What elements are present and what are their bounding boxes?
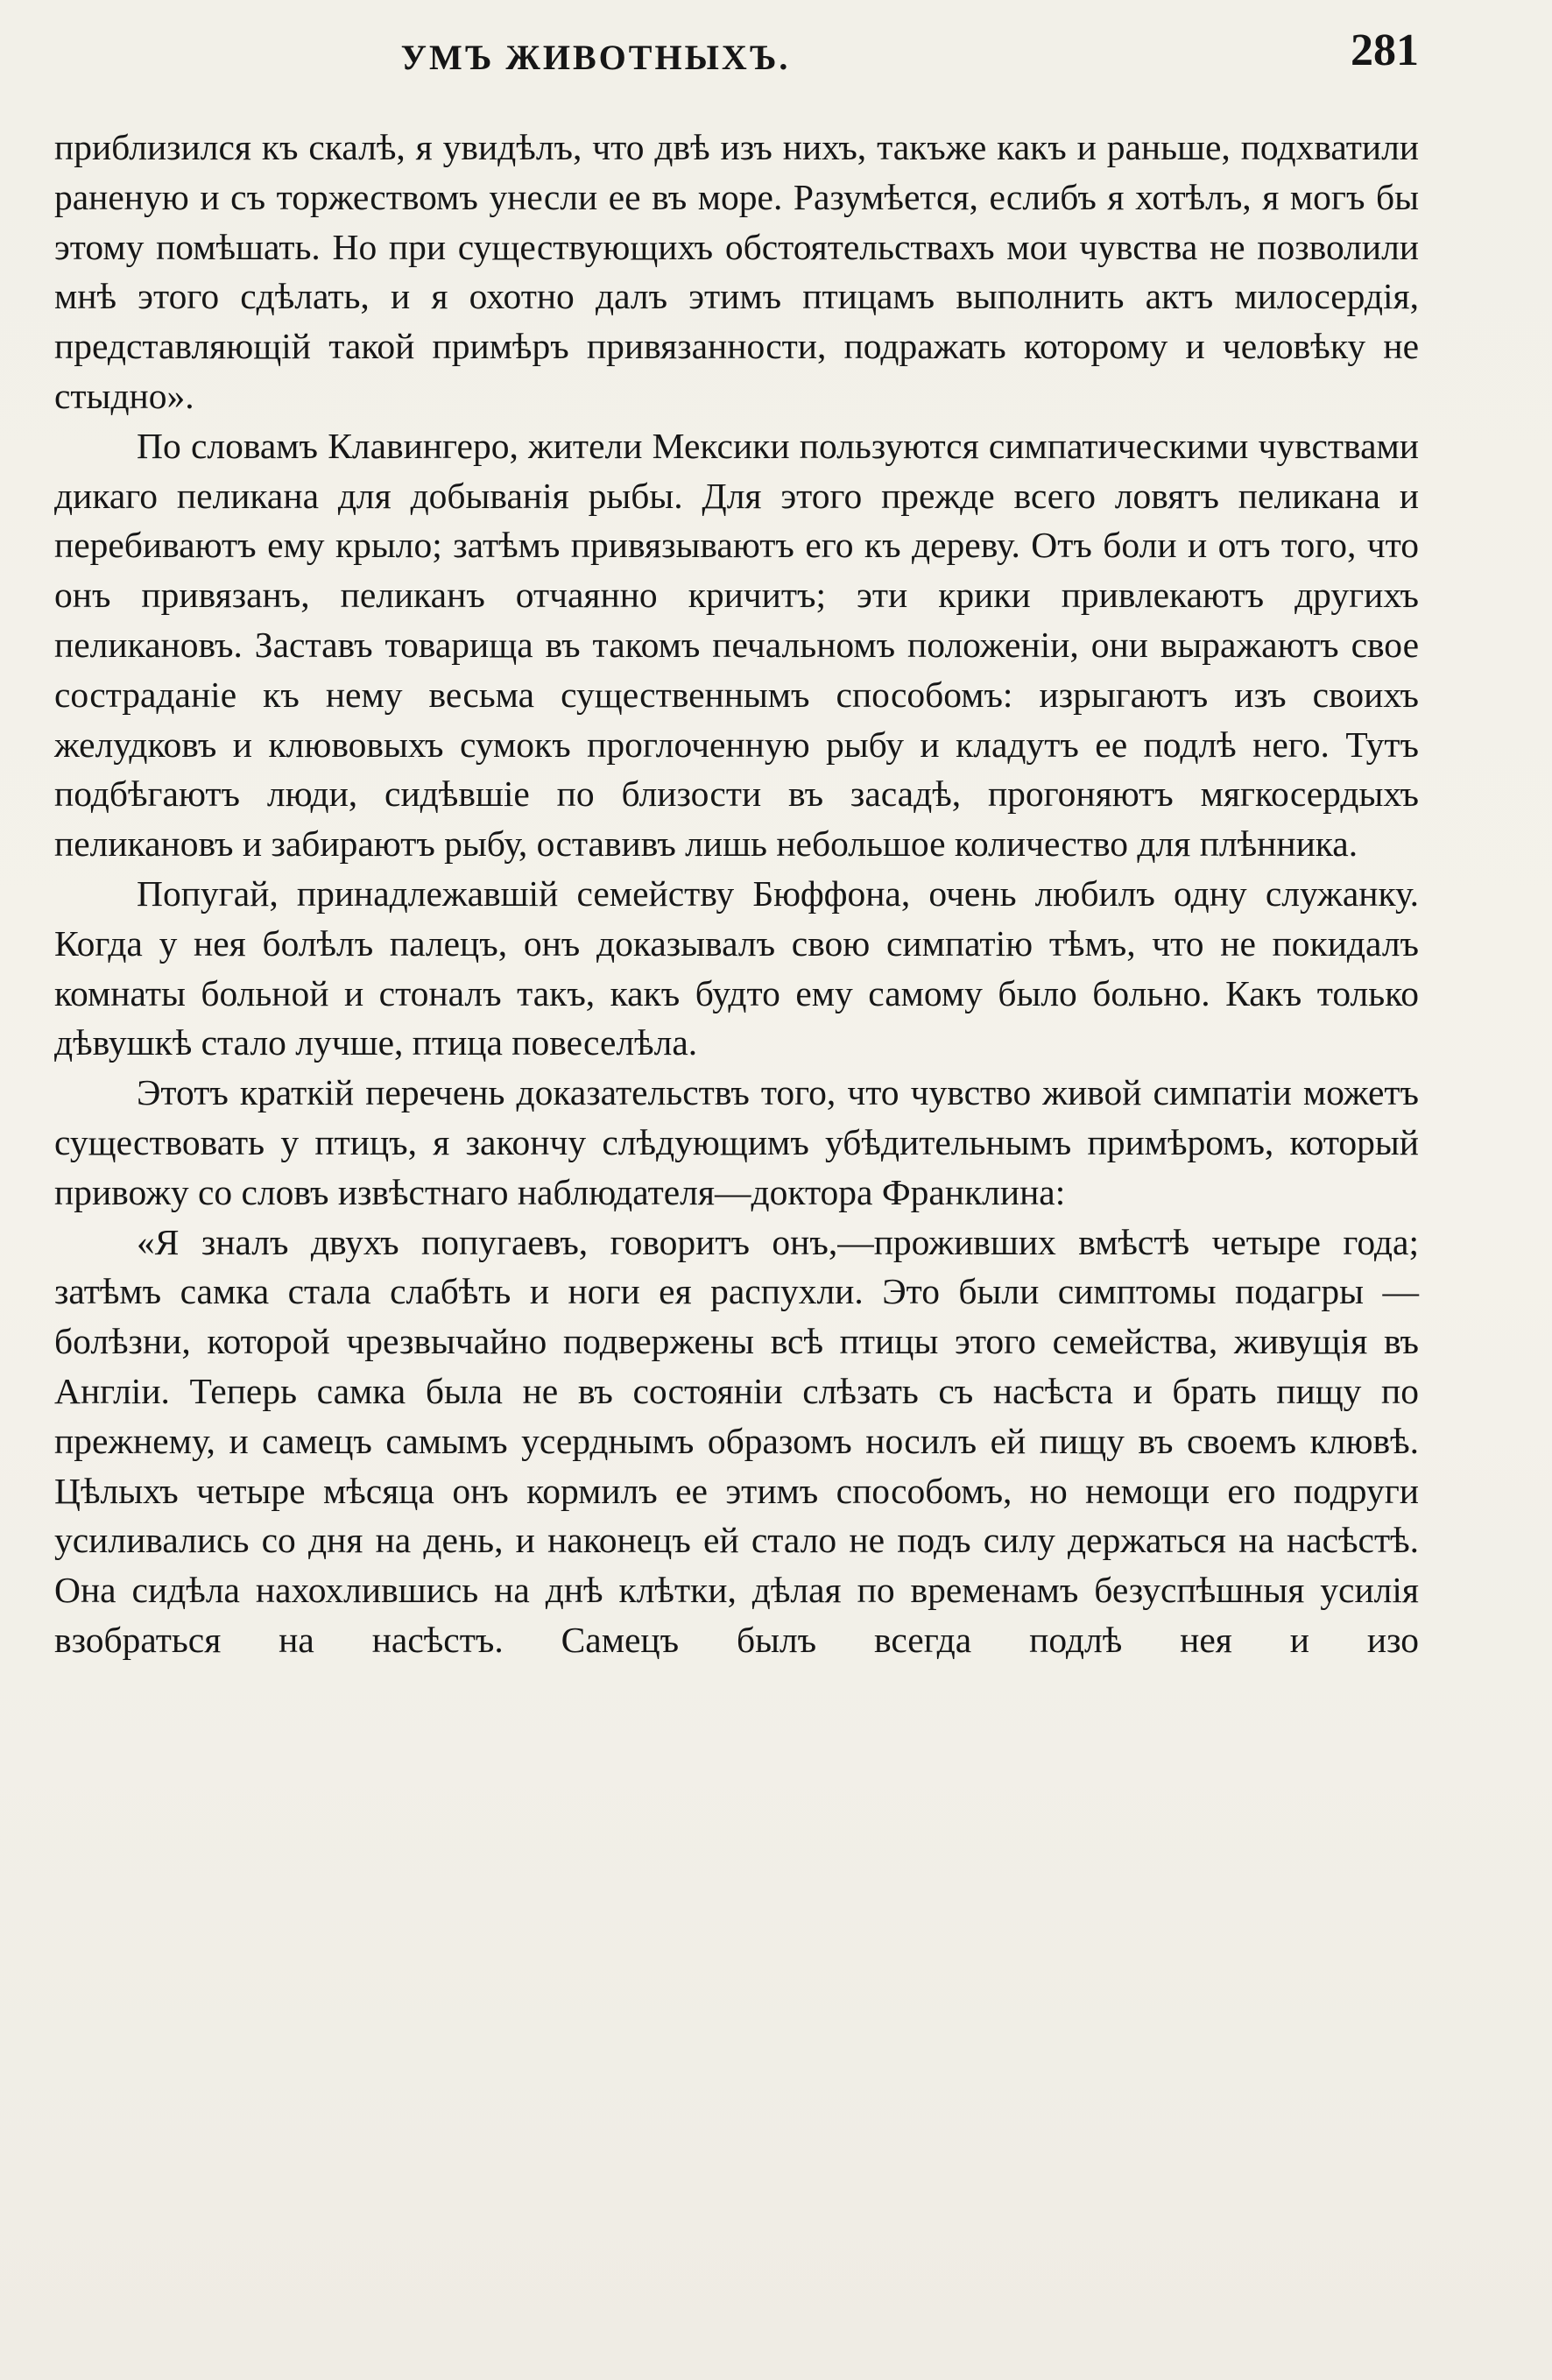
page-header [53,25,1419,86]
running-head: УМЪ ЖИВОТНЫХЪ. [400,38,791,77]
paragraph: Попугай, принадлежавшій семейству Бюффона, очень любилъ одну служанку. Когда у нея болѣлъ палецъ, онъ доказывалъ свою симпатію тѣмъ, что не покидалъ комнаты больной и стоналъ такъ, какъ будто ему самому было больно. Какъ только дѣвушкѣ стало лучше, птица повеселѣла. [54,872,1419,1063]
page-number: 281 [1351,25,1419,75]
paragraph: Этотъ краткій перечень доказательствъ того, что чувство живой симпатіи можетъ существовать у птицъ, я закончу слѣдующимъ убѣдительнымъ примѣромъ, который привожу со словъ извѣстнаго наблюдателя—доктора Франклина: [54,1072,1419,1212]
paragraph: приблизился къ скалѣ, я увидѣлъ, что двѣ изъ нихъ, такъже какъ и раньше, подхватили раненую и съ торжествомъ унесли ее въ море. Разумѣется, еслибъ я хотѣлъ, я могъ бы этому помѣшать. Но при существующихъ обстоятельствахъ мои чувства не позволили мнѣ этого сдѣлать, и я охотно далъ этимъ птицамъ выполнить актъ милосердія, представляющій такой примѣръ привязанности, подражать которому и человѣку не стыдно». [54,127,1419,416]
paragraph: По словамъ Клавингеро, жители Мексики пользуются симпатическими чувствами дикаго пеликана для добыванія рыбы. Для этого прежде всего ловятъ пеликана и перебиваютъ ему крыло; затѣмъ привязываютъ его къ дереву. Отъ боли и отъ того, что онъ привязанъ, пеликанъ отчаянно кричитъ; эти крики привлекаютъ другихъ пеликановъ. Заставъ товарища въ такомъ печальномъ положеніи, они выражаютъ свое состраданіе къ нему весьма существеннымъ способомъ: изрыгаютъ изъ своихъ желудковъ и клювовыхъ сумокъ проглоченную рыбу и кладутъ ее подлѣ него. Тутъ подбѣгаютъ люди, сидѣвшіе по близости въ засадѣ, прогоняютъ мягкосердыхъ пеликановъ и забираютъ рыбу, оставивъ лишь небольшое количество для плѣнника. [54,425,1419,865]
paragraph: «Я зналъ двухъ попугаевъ, говоритъ онъ,—проживших вмѣстѣ четыре года; затѣмъ самка стала слабѣть и ноги ея распухли. Это были симптомы подагры — болѣзни, которой чрезвычайно подвержены всѣ птицы этого семейства, живущія въ Англіи. Теперь самка была не въ состояніи слѣзать съ насѣста и брать пищу по прежнему, и самецъ самымъ усерднымъ образомъ носилъ ей пищу въ своемъ клювѣ. Цѣлыхъ четыре мѣсяца онъ кормилъ ее этимъ способомъ, но немощи его подруги усиливались со дня на день, и наконецъ ей стало не подъ силу держаться на насѣстѣ. Она сидѣла нахохлившись на днѣ клѣтки, дѣлая по временамъ безуспѣшныя усилія взобраться на насѣстъ. Самецъ былъ всегда подлѣ нея и изо [54,1221,1419,1660]
body-text [54,123,1419,1665]
